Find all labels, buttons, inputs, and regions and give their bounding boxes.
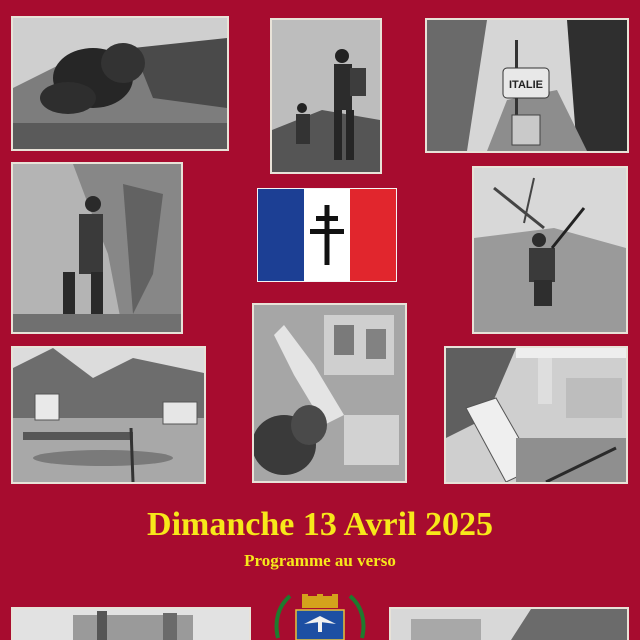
free-france-flag — [257, 188, 397, 282]
photo-shell-explosion — [13, 18, 227, 149]
photo-soldier-climbing — [272, 20, 380, 172]
italia-sign-text: ITALIE — [508, 79, 544, 91]
photo-destroyed-bridge — [446, 348, 626, 482]
flag-white-band — [304, 189, 350, 281]
flag-red-band — [350, 189, 396, 281]
photo-fortified-valley — [13, 348, 204, 482]
flag-blue-band — [258, 189, 304, 281]
town-coat-of-arms-icon — [268, 592, 372, 640]
photo-soldier-rock-wall — [13, 164, 181, 332]
photo-italia-border-sign — [427, 20, 627, 151]
photo-bombed-village — [254, 305, 405, 481]
photo-bottom-left-partial — [13, 609, 249, 640]
photo-bottom-right-partial — [391, 609, 627, 640]
event-date-title: Dimanche 13 Avril 2025 — [147, 506, 493, 543]
cross-of-lorraine-icon — [304, 189, 350, 281]
program-subtitle: Programme au verso — [244, 551, 396, 570]
photo-soldier-hillside — [474, 168, 626, 332]
